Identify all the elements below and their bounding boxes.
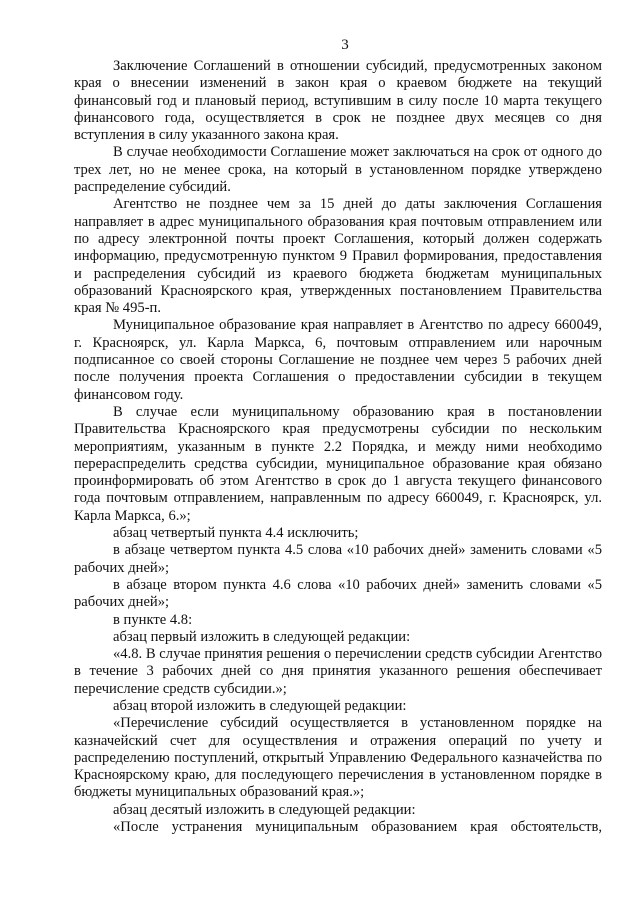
paragraph-transfer-subsidies: «Перечисление субсидий осуществляется в установленном порядке на казначейский счет для осуществления и отражения операций по учету и распределению поступлений, открытый Управлению Федерального казначейства по Красноярскому краю, для последующего перечисления в установленном порядке в бюджеты муниципальных образований края.»;: [74, 715, 602, 801]
paragraph-point-4-8: в пункте 4.8:: [113, 611, 193, 628]
paragraph-exclude-4-4: абзац четвертый пункта 4.4 исключить;: [113, 525, 359, 542]
paragraph-amend-4-5: в абзаце четвертом пункта 4.5 слова «10 рабочих дней» заменить словами «5 рабочих дней»;: [74, 542, 602, 576]
paragraph-agency-draft: Агентство не позднее чем за 15 дней до даты заключения Соглашения направляет в адрес муниципального образования края почтовым отправлением или по адресу электронной почты проект Соглашения, который должен содержать информацию, предусмотренную пунктом 9 Правил формирования, предоставления и распределения субсидий из краевого бюджета бюджетам муниципальных образований Красноярского края, утвержденных постановлением Правительства края № 495-п.: [74, 196, 602, 317]
paragraph-amend-4-6: в абзаце втором пункта 4.6 слова «10 рабочих дней» заменить словами «5 рабочих дней»;: [74, 576, 602, 611]
paragraph-agreement-term: В случае необходимости Соглашение может заключаться на срок от одного до трех лет, но не менее срока, на который в установленном порядке утверждено распределение субсидий.: [74, 144, 602, 196]
paragraph-redistribution: В случае если муниципальному образованию края в постановлении Правительства Красноярского края предусмотрены субсидии по нескольким мероприятиям, указанным в пункте 2.2 Порядка, и между ними необходимо перераспределить средства субсидии, муниципальное образование края обязано проинформировать об этом Агентство в срок до 1 августа текущего финансового года почтовым отправлением, направленным по адресу 660049, г. Красноярск, ул. Карла Маркса, 6.»;: [74, 403, 602, 524]
paragraph-second-abzac-heading: абзац второй изложить в следующей редакции:: [113, 697, 407, 714]
paragraph-after-elimination: «После устранения муниципальным образованием края обстоятельств,: [113, 819, 602, 836]
paragraph-tenth-abzac-heading: абзац десятый изложить в следующей редакции:: [113, 801, 416, 818]
paragraph-new-4-8: «4.8. В случае принятия решения о перечислении средств субсидии Агентство в течение 3 рабочих дней со дня принятия указанного решения обеспечивает перечисление средств субсидии.»;: [74, 646, 602, 697]
page-number: 3: [341, 37, 349, 53]
paragraph-first-abzac-heading: абзац первый изложить в следующей редакции:: [113, 628, 411, 645]
paragraph-agreement-conclusion: Заключение Соглашений в отношении субсидий, предусмотренных законом края о внесении изменений в закон края о краевом бюджете на текущий финансовый год и плановый период, вступившим в силу после 10 марта текущего финансового года, осуществляется в срок не позднее двух месяцев со дня вступления в силу указанного закона края.: [74, 58, 602, 144]
paragraph-municipality-sends: Муниципальное образование края направляет в Агентство по адресу 660049, г. Красноярск, ул. Карла Маркса, 6, почтовым отправлением или нарочным подписанное со своей стороны Соглашение не позднее чем через 5 рабочих дней после получения проекта Соглашения о предоставлении субсидии в текущем финансовом году.: [74, 317, 602, 403]
document-body: [74, 58, 602, 836]
